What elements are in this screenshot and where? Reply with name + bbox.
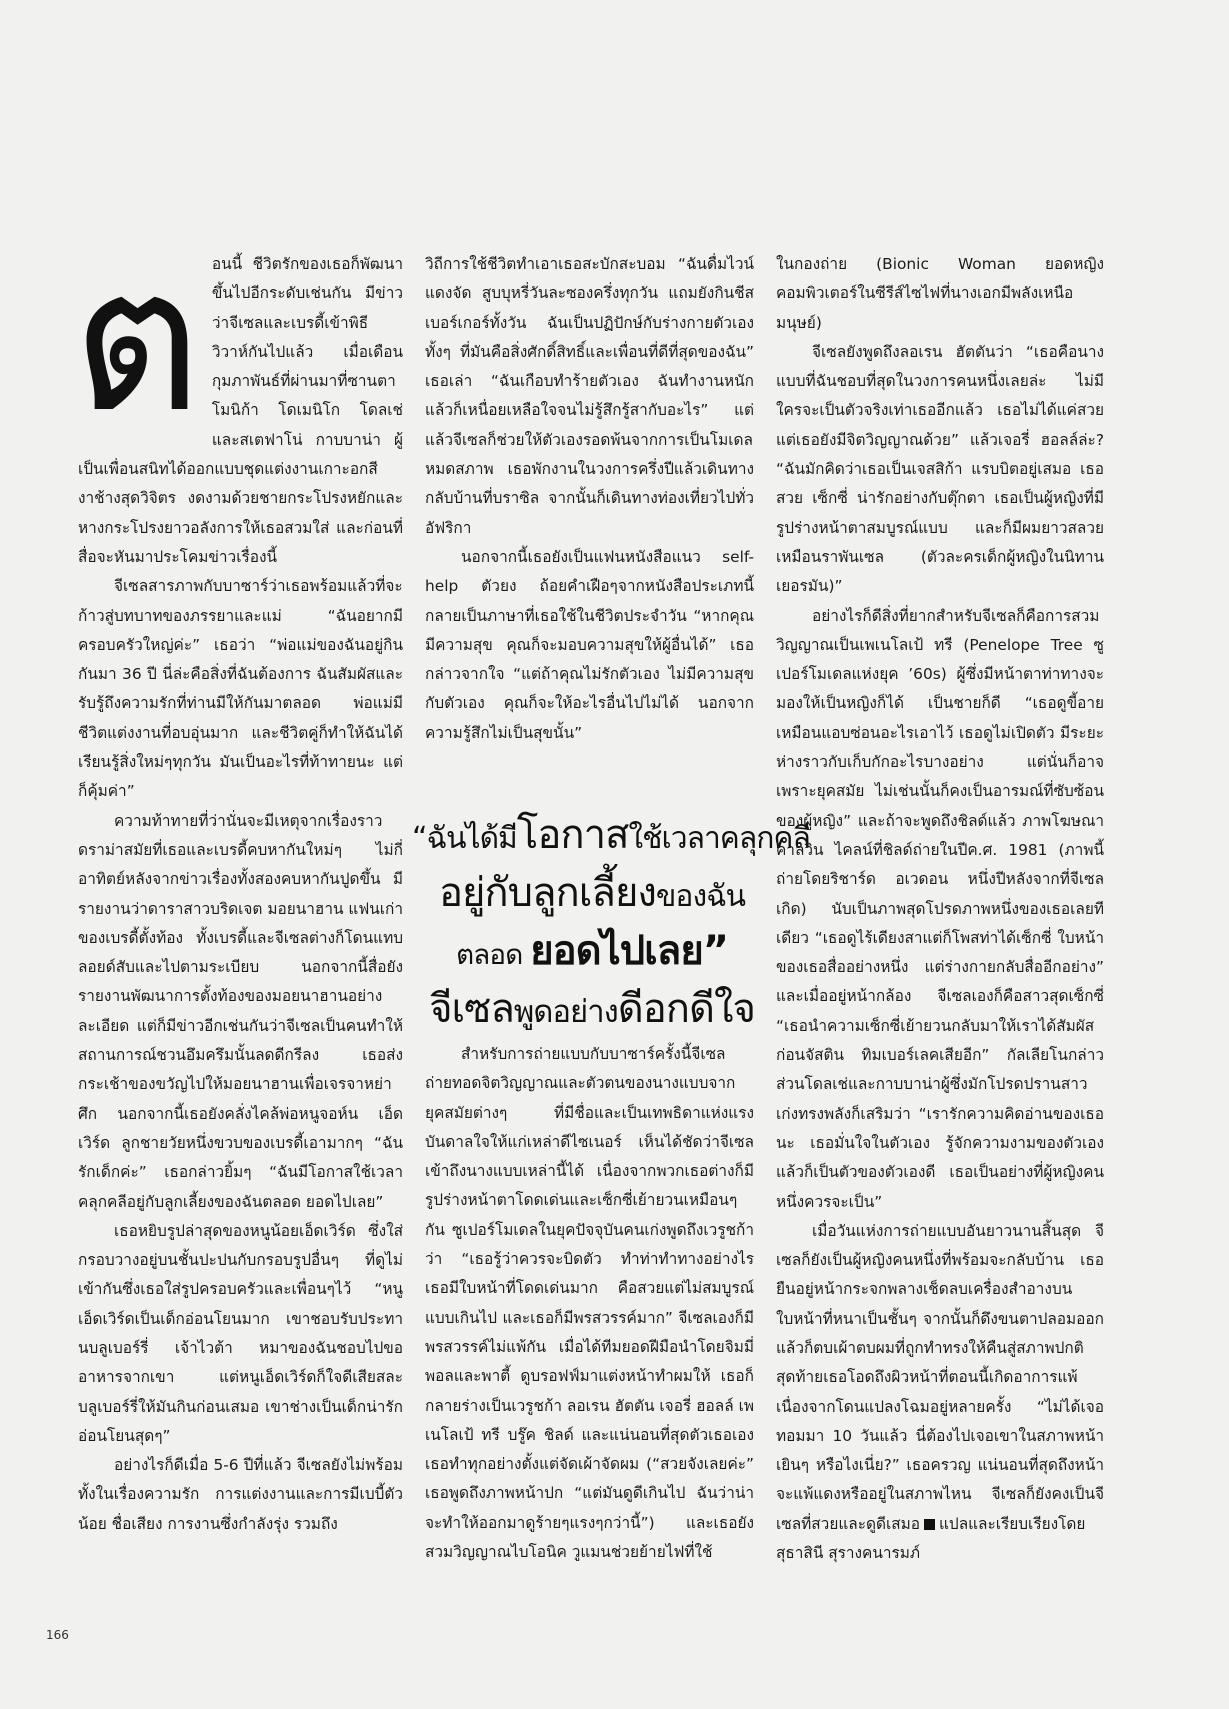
page-number: 166 bbox=[46, 1628, 69, 1642]
paragraph: สำหรับการถ่ายแบบกับบาซาร์ครั้งนี้จีเซลถ่ายทอดจิตวิญญาณและตัวตนของนางแบบจากยุคสมัยต่างๆ ที่มีชื่อและเป็นเทพธิดาแห่งแรงบันดาลใจให้แก่เหล่าดีไซเนอร์ เห็นได้ชัดว่าจีเซลเข้าถึงนางแบบเหล่านี้ได้ เนื่องจากพวกเธอต่างก็มีรูปร่างหน้าตาโดดเด่นและเซ็กซี่เย้ายวนเหมือนๆ กัน ซูเปอร์โมเดลในยุคปัจจุบันคนเก่งพูดถึงเวรูชก้าว่า “เธอรู้ว่าควรจะบิดตัว ทำท่าทำทางอย่างไร เธอมีใบหน้าที่โดดเด่นมาก คือสวยแต่ไม่สมบูรณ์แบบเกินไป และเธอก็มีพรสวรรค์มาก” จีเซลเองก็มีพรสวรรค์ไม่แพ้กัน เมื่อได้ทีมยอดฝีมือนำโดยจิมมี่ พอลและพาตี้ ดูบรอฟฟ์มาแต่งหน้าทำผมให้ เธอก็กลายร่างเป็นเวรูชก้า ลอเรน ฮัตตัน เจอรี่ ฮอลล์ เพเนโลเป้ ทรี บรู๊ค ชิลด์ และแน่นอนที่สุดตัวเธอเอง เธอทำทุกอย่างตั้งแต่จัดเผ้าจัดผม (“สวยจังเลยค่ะ” เธอพูดถึงภาพหน้าปก “แต่มันดูดีเกินไป ฉันว่าน่าจะทำให้ออกมาดูร้ายๆแรงๆกว่านี้”) และเธอยังสวมวิญญาณไบโอนิค วูแมนช่วยย้ายไฟที่ใช้ bbox=[425, 1045, 754, 1562]
article-column-1 bbox=[72, 224, 403, 1539]
pull-quote-emphasis: โอกาส bbox=[516, 812, 629, 858]
article-column-2 bbox=[425, 250, 754, 748]
translator-credit: แปลและเรียบเรียงโดย สุธาสินี สุรางคนารมภ์ bbox=[776, 1514, 1086, 1563]
pull-quote-emphasis: ยอดไปเลย” bbox=[530, 928, 729, 974]
pull-quote-line bbox=[412, 982, 772, 1039]
pull-quote-emphasis: ดีอกดีใจ bbox=[617, 986, 755, 1032]
pull-quote-text: ของฉัน bbox=[655, 879, 746, 914]
pull-quote-line bbox=[412, 924, 772, 982]
article-column-2-continued bbox=[425, 1040, 754, 1567]
paragraph: ในกองถ่าย (Bionic Woman ยอดหญิงคอมพิวเตอร์ในซีรีส์ไซไฟที่นางเอกมีพลังเหนือมนุษย์) bbox=[776, 255, 1104, 332]
paragraph: วิถีการใช้ชีวิตทำเอาเธอสะบักสะบอม “ฉันดื่มไวน์แดงจัด สูบบุหรี่วันละซองครึ่งทุกวัน แถมยังกินชีสเบอร์เกอร์ทั้งวัน ฉันเป็นปฏิปักษ์กับร่างกายตัวเอง ทั้งๆ ที่มันคือสิ่งศักดิ์สิทธิ์และเพื่อนที่ดีที่สุดของฉัน” เธอเล่า “ฉันเกือบทำร้ายตัวเอง ฉันทำงานหนักแล้วก็เหนื่อยเหลือใจจนไม่รู้สึกรู้สากับอะไร” แต่แล้วจีเซลก็ช่วยให้ตัวเองรอดพ้นจากการเป็นโมเดลหมดสภาพ เธอพักงานในวงการครึ่งปีแล้วเดินทางกลับบ้านที่บราซิล จากนั้นก็เดินทางท่องเที่ยวไปทั่วอัฟริกา bbox=[425, 255, 754, 537]
paragraph: จีเซลยังพูดถึงลอเรน ฮัตตันว่า “เธอคือนางแบบที่ฉันชอบที่สุดในวงการคนหนึ่งเลยล่ะ ไม่มีใครจะเป็นตัวจริงเท่าเธออีกแล้ว เธอไม่ได้แค่สวยแต่เธอยังมีจิตวิญญาณด้วย” แล้วเจอรี่ ฮอลล์ล่ะ? “ฉันมักคิดว่าเธอเป็นเจสสิก้า แรบบิตอยู่เสมอ เธอสวย เซ็กซี่ น่ารักอย่างกับตุ๊กตา เธอเป็นผู้หญิงที่มีรูปร่างหน้าตาสมบูรณ์แบบ และก็มีผมยาวสลวยเหมือนราพันเซล (ตัวละครเด็กผู้หญิงในนิทานเยอรมัน)” bbox=[776, 342, 1104, 596]
pull-quote-emphasis: จีเซล bbox=[429, 986, 514, 1032]
pull-quote bbox=[412, 808, 810, 1039]
pull-quote-line bbox=[412, 866, 772, 924]
pull-quote-text: ใช้เวลาคลุกคลี bbox=[628, 821, 810, 856]
paragraph: เธอหยิบรูปล่าสุดของหนูน้อยเอ็ดเวิร์ด ซึ่งใส่กรอบวางอยู่บนชั้นปะปนกับกรอบรูปอื่นๆ ที่ดูไม่เข้ากันซึ่งเธอใส่รูปครอบครัวและเพื่อนๆไว้ “หนูเอ็ดเวิร์ดเป็นเด็กอ่อนโยนมาก เขาชอบรับประทานบลูเบอร์รี่ เจ้าไวต้า หมาของฉันชอบไปขออาหารจากเขา แต่หนูเอ็ดเวิร์ดก็ใจดีเสียสละบลูเบอร์รี่ให้มันกินก่อนเสมอ เขาช่างเป็นเด็กน่ารักอ่อนโยนสุดๆ” bbox=[78, 1221, 403, 1445]
paragraph: ความท้าทายที่ว่านั่นจะมีเหตุจากเรื่องราวดราม่าสมัยที่เธอและเบรดี้คบหากันใหม่ๆ ไม่กี่อาทิตย์หลังจากข่าวเรื่องทั้งสองคบหากันปูดขึ้น มีรายงานว่าดาราสาวบริดเจต มอยนาฮาน แฟนเก่าของเบรดี้ตั้งท้อง ทั้งเบรดี้และจีเซลต่างก็โดนแทบลอยด์สับและไปตามระเบียบ นอกจากนี้สื่อยังรายงานพัฒนาการตั้งท้องของมอยนาฮานอย่างละเอียด แต่ก็มีข่าวอีกเช่นกันว่าจีเซลเป็นคนทำให้สถานการณ์ชวนอึมครึมนั้นลดดีกรีลง เธอส่งกระเช้าของขวัญไปให้มอยนาฮานเพื่อเจรจาหย่าศึก นอกจากนี้เธอยังคลั่งไคล้พ่อหนูจอห์น เอ็ดเวิร์ด ลูกชายวัยหนึ่งขวบของเบรดี้เอามากๆ “ฉันรักเด็กค่ะ” เธอกล่าวยิ้มๆ “ฉันมีโอกาสใช้เวลาคลุกคลีอยู่กับลูกเลี้ยงของฉันตลอด ยอดไปเลย” bbox=[78, 811, 403, 1211]
paragraph-text: เมื่อวันแห่งการถ่ายแบบอันยาวนานสิ้นสุด จีเซลก็ยังเป็นผู้หญิงคนหนึ่งที่พร้อมจะกลับบ้าน เธอยืนอยู่หน้ากระจกพลางเช็ดลบเครื่องสำอางบนใบหน้าที่หนาเป็นชั้นๆ จากนั้นก็ดึงขนตาปลอมออก แล้วก็ตบเผ้าตบผมที่ถูกทำทรงให้คืนสู่สภาพปกติ สุดท้ายเธอโอดถึงผิวหน้าที่ตอนนี้เกิดอาการแพ้เนื่องจากโดนแปลงโฉมอยู่หลายครั้ง “ไม่ได้เจอทอมมา 10 วันแล้ว นี่ต้องไปเจอเขาในสภาพหน้าเยินๆ หรือไงเนี่ย?” เธอครวญ แน่นอนที่สุดถึงหน้าจะแพ้แดงหรืออยู่ในสภาพไหน จีเซลก็ยังคงเป็นจีเซลที่สวยและดูดีเสมอ bbox=[776, 1221, 1104, 1533]
paragraph: อย่างไรก็ดีสิ่งที่ยากสำหรับจีเซลก็คือการสวมวิญญาณเป็นเพเนโลเป้ ทรี (Penelope Tree ซูเปอร์โมเดลแห่งยุค ’60s) ผู้ซึ่งมีหน้าตาท่าทางจะมองให้เป็นหญิงก็ได้ เป็นชายก็ดี “เธอดูขี้อายเหมือนแอบซ่อนอะไรเอาไว้ เธอดูไม่เปิดตัว มีระยะห่างราวกับเก็บกักอะไรบางอย่าง แต่นั่นก็อาจเพราะยุคสมัย ไม่เช่นนั้นก็คงเป็นอารมณ์ที่ซับซ้อนของผู้หญิง” และถ้าจะพูดถึงชิลด์แล้ว ภาพโฆษณาคาลวิน ไคลน์ที่ชิลด์ถ่ายในปีค.ศ. 1981 (ภาพนี้ถ่ายโดยริชาร์ด อเวดอน หนึ่งปีหลังจากที่จีเซลเกิด) นับเป็นภาพสุดโปรดภาพหนึ่งของเธอเลยทีเดียว “เธอดูไร้เดียงสาแต่ก็โพสท่าได้เซ็กซี่ ใบหน้าของเธอสื่ออย่างหนึ่ง แต่ร่างกายกลับสื่ออีกอย่าง” และเมื่ออยู่หน้ากล้อง จีเซลเองก็คือสาวสุดเซ็กซี่ “เธอนำความเซ็กซี่เย้ายวนกลับมาให้เราได้สัมผัสก่อนจัสติน ทิมเบอร์เลคเสียอีก” กัลเลียโนกล่าว ส่วนโดลเช่และกาบบาน่าผู้ซึ่งมักโปรดปรานสาวเก่งทรงพลังก็เสริมว่า “เรารักความคิดอ่านของเธอนะ เธอมั่นใจในตัวเอง รู้จักความงามของตัวเองแล้วก็เป็นตัวของตัวเองดี เธอเป็นอย่างที่ผู้หญิงคนหนึ่งควรจะเป็น” bbox=[776, 606, 1104, 1211]
pull-quote-emphasis: อยู่กับ bbox=[438, 870, 533, 916]
paragraph: อนนี้ ชีวิตรักของเธอก็พัฒนาขึ้นไปอีกระดับเช่นกัน มีข่าวว่าจีเซลและเบรดี้เข้าพิธีวิวาห์กันไปแล้ว เมื่อเดือนกุมภาพันธ์ที่ผ่านมาที่ซานตา โมนิก้า โดเมนิโก โดลเช่ และสเตฟาโน่ กาบบาน่า ผู้เป็นเพื่อนสนิทได้ออกแบบชุดแต่งงานเกาะอกสีงาช้างสุดวิจิตร งดงามด้วยชายกระโปรงหยักและหางกระโปรงยาวอลังการให้เธอสวมใส่ และก่อนที่สื่อจะหันมาประโคมข่าวเรื่องนี้ bbox=[78, 255, 403, 566]
paragraph: นอกจากนี้เธอยังเป็นแฟนหนังสือแนว self-help ตัวยง ถ้อยคำเฝือๆจากหนังสือประเภทนี้กลายเป็นภาษาที่เธอใช้ในชีวิตประจำวัน “หากคุณมีความสุข คุณก็จะมอบความสุขให้ผู้อื่นได้” เธอกล่าวจากใจ “แต่ถ้าคุณไม่รักตัวเอง ไม่มีความสุขกับตัวเอง คุณก็จะให้อะไรอื่นไปไม่ได้ นอกจากความรู้สึกไม่เป็นสุขนั้น” bbox=[425, 547, 754, 742]
paragraph bbox=[776, 1217, 1104, 1569]
pull-quote-text: “ฉันได้มี bbox=[412, 821, 517, 856]
pull-quote-text: พูดอย่าง bbox=[513, 994, 618, 1030]
drop-cap: ต bbox=[72, 224, 202, 457]
paragraph: อย่างไรก็ดีเมื่อ 5-6 ปีที่แล้ว จีเซลยังไม่พร้อมทั้งในเรื่องความรัก การแต่งงานและการมีเบบี้ตัวน้อย ชื่อเสียง การงานซึ่งกำลังรุ่ง รวมถึง bbox=[78, 1456, 403, 1533]
article-column-3 bbox=[776, 250, 1104, 1568]
pull-quote-emphasis: ลูกเลี้ยง bbox=[532, 870, 656, 916]
end-mark-icon bbox=[924, 1519, 935, 1530]
pull-quote-line bbox=[412, 808, 810, 866]
pull-quote-text: ตลอด bbox=[455, 938, 531, 971]
paragraph: จีเซลสารภาพกับบาซาร์ว่าเธอพร้อมแล้วที่จะก้าวสู่บทบาทของภรรยาและแม่ “ฉันอยากมีครอบครัวใหญ่ค่ะ” เธอว่า “พ่อแม่ของฉันอยู่กินกันมา 36 ปี นี่ล่ะคือสิ่งที่ฉันต้องการ ฉันสัมผัสและรับรู้ถึงความรักที่ท่านมีให้กันมาตลอด พ่อแม่มีชีวิตแต่งงานที่อบอุ่นมาก และชีวิตคู่ก็ทำให้ฉันได้เรียนรู้สิ่งใหม่ๆทุกวัน มันเป็นอะไรที่ท้าทายนะ แต่ก็คุ้มค่า” bbox=[78, 577, 403, 801]
